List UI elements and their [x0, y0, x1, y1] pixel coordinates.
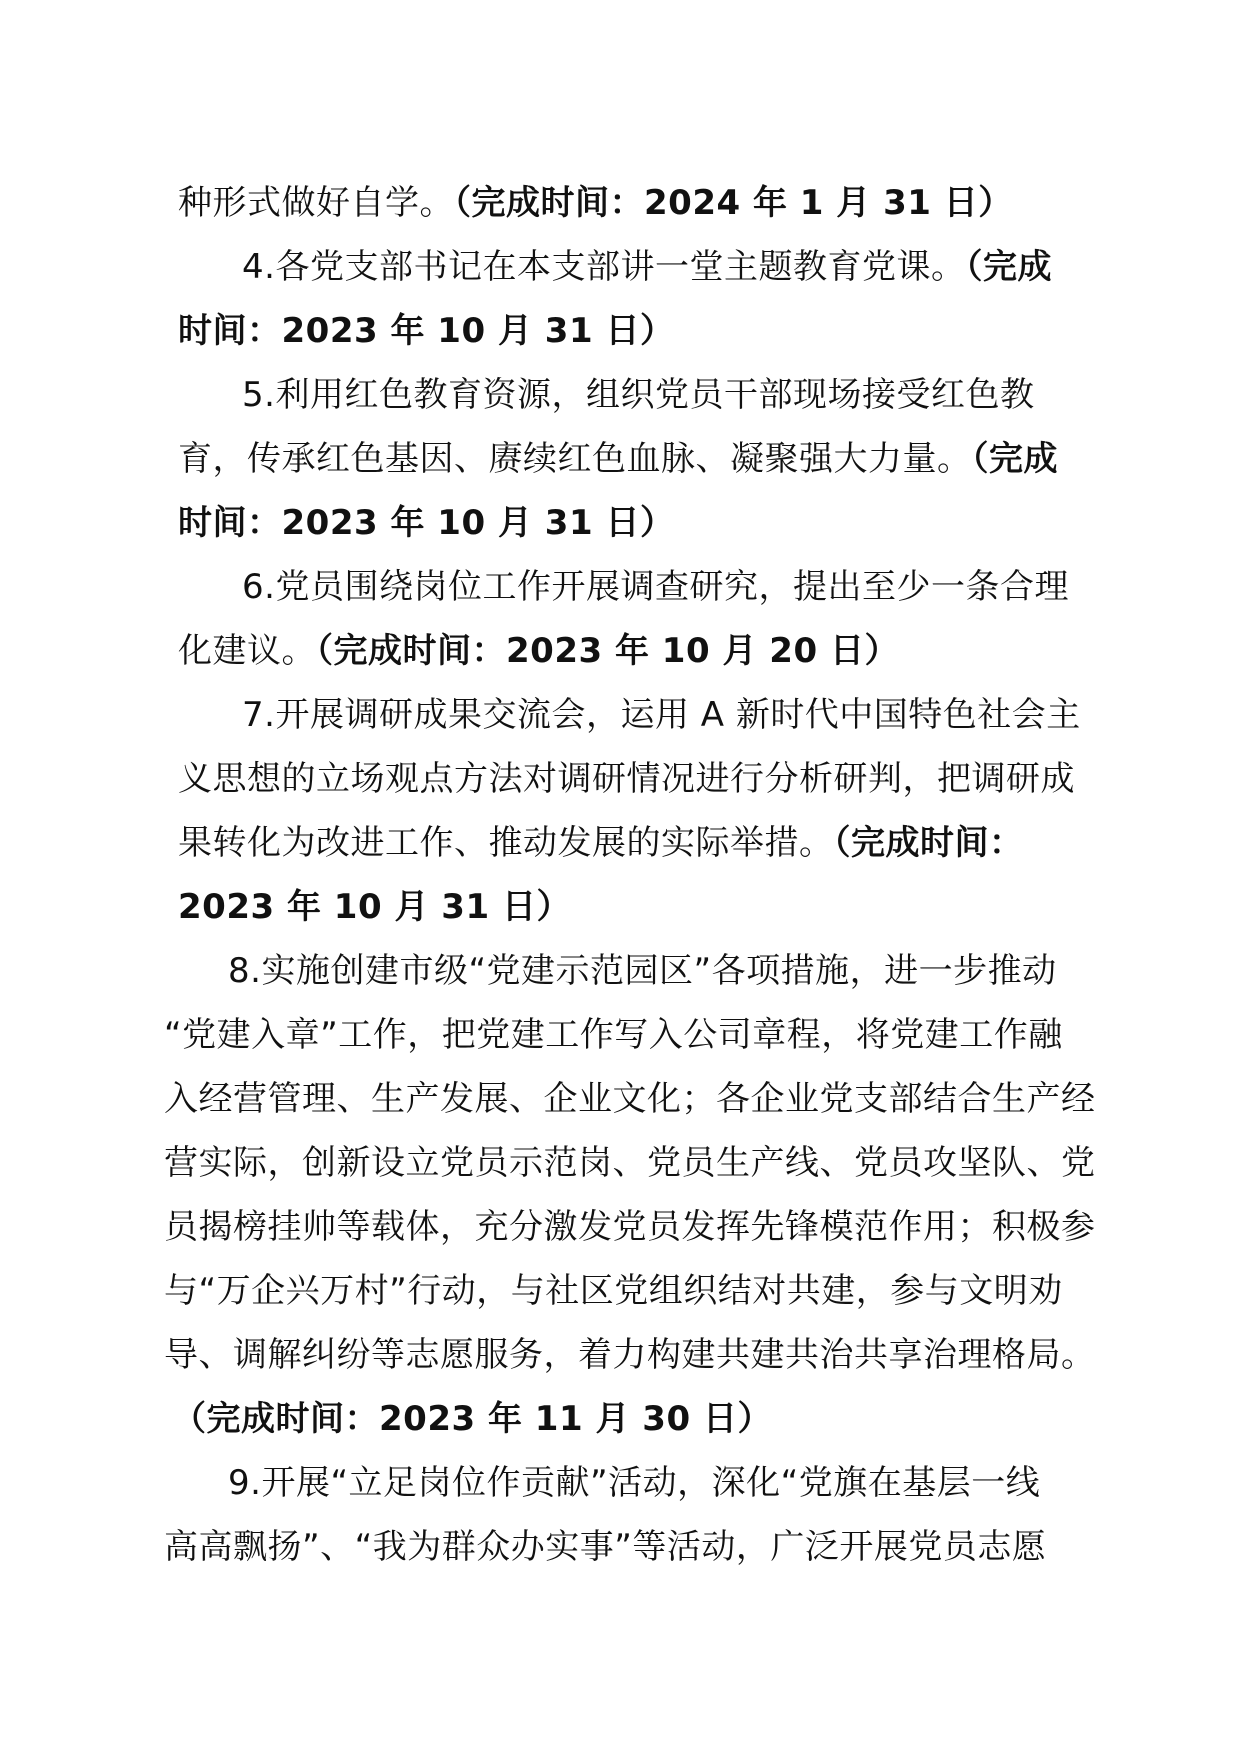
- text-line: 义思想的立场观点方法对调研情况进行分析研判，把调研成: [178, 759, 1075, 799]
- text-line: 导、调解纠纷等志愿服务，着力构建共建共治共享治理格局。: [164, 1335, 1096, 1375]
- text-line: 入经营管理、生产发展、企业文化；各企业党支部结合生产经: [164, 1079, 1096, 1119]
- text-line: 9.开展“立足岗位作贡献”活动，深化“党旗在基层一线: [228, 1463, 1041, 1503]
- text-line: 时间：2023 年 10 月 31 日）: [178, 503, 675, 543]
- text-line: 8.实施创建市级“党建示范园区”各项措施，进一步推动: [228, 951, 1057, 991]
- text-line: 7.开展调研成果交流会，运用 A 新时代中国特色社会主: [242, 695, 1081, 735]
- text-line: 2023 年 10 月 31 日）: [178, 887, 571, 927]
- text-line: 4.各党支部书记在本支部讲一堂主题教育党课。（完成: [242, 247, 1052, 287]
- text-line: 营实际，创新设立党员示范岗、党员生产线、党员攻坚队、党: [164, 1143, 1096, 1183]
- text-line: 6.党员围绕岗位工作开展调查研究，提出至少一条合理: [242, 567, 1069, 607]
- text-line: “党建入章”工作，把党建工作写入公司章程，将党建工作融: [164, 1015, 1063, 1055]
- text-line: 果转化为改进工作、推动发展的实际举措。（完成时间：: [178, 823, 1024, 863]
- text-line: 种形式做好自学。（完成时间：2024 年 1 月 31 日）: [178, 183, 1013, 223]
- text-line: （完成时间：2023 年 11 月 30 日）: [172, 1399, 772, 1439]
- text-line: 高高飘扬”、“我为群众办实事”等活动，广泛开展党员志愿: [164, 1527, 1047, 1567]
- text-line: 与“万企兴万村”行动，与社区党组织结对共建，参与文明劝: [164, 1271, 1063, 1311]
- text-line: 5.利用红色教育资源，组织党员干部现场接受红色教: [242, 375, 1035, 415]
- text-line: 育，传承红色基因、赓续红色血脉、凝聚强大力量。（完成: [178, 439, 1058, 479]
- text-line: 化建议。（完成时间：2023 年 10 月 20 日）: [178, 631, 899, 671]
- text-line: 时间：2023 年 10 月 31 日）: [178, 311, 675, 351]
- text-line: 员揭榜挂帅等载体，充分激发党员发挥先锋模范作用；积极参: [164, 1207, 1096, 1247]
